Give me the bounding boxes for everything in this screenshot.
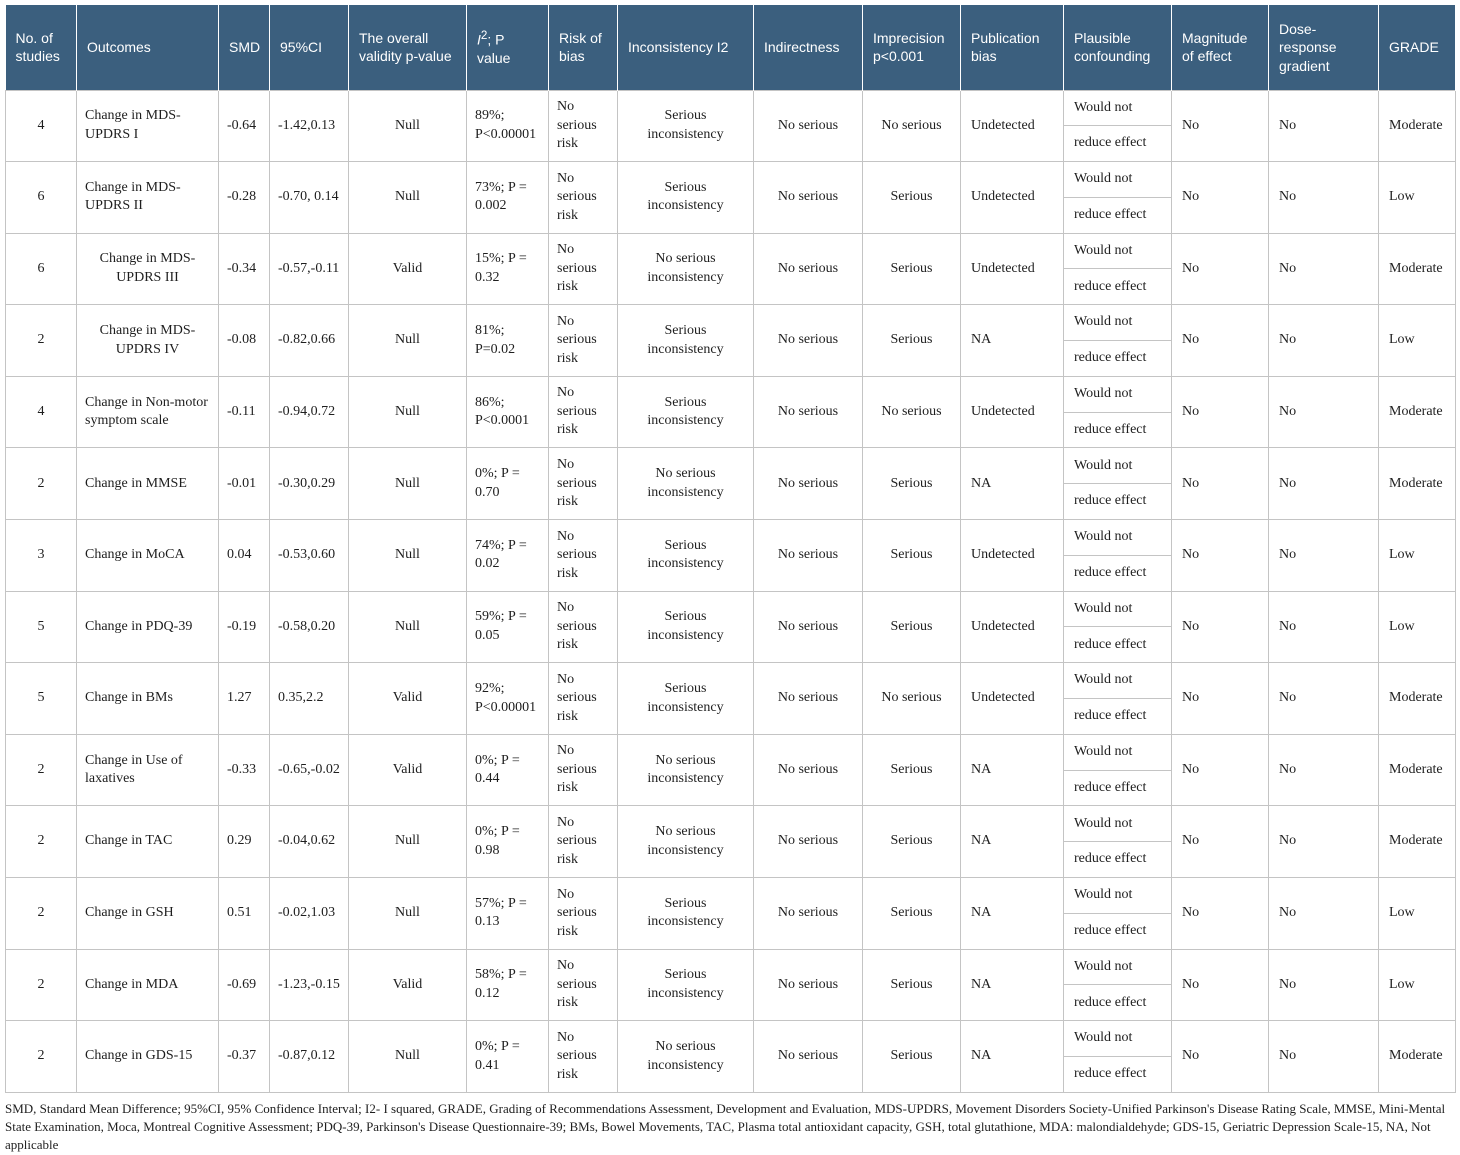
header-i2-letter: I xyxy=(477,31,481,48)
cell-grade: Moderate xyxy=(1379,376,1456,448)
cell-grade: Moderate xyxy=(1379,233,1456,305)
cell-risk: No serious risk xyxy=(549,162,618,234)
cell-outcome: Change in GSH xyxy=(77,878,219,950)
cell-inconsistency: Serious inconsistency xyxy=(618,520,754,592)
cell-studies: 6 xyxy=(6,233,77,305)
cell-studies: 2 xyxy=(6,1021,77,1093)
cell-magnitude: No xyxy=(1172,305,1269,377)
cell-smd: -0.34 xyxy=(219,233,270,305)
cell-smd: -0.01 xyxy=(219,448,270,520)
cell-validity: Null xyxy=(349,90,467,162)
cell-indirectness: No serious xyxy=(754,663,863,735)
cell-outcome: Change in BMs xyxy=(77,663,219,735)
cell-confounding-line1: Would not xyxy=(1064,376,1172,412)
header-inconsistency: Inconsistency I2 xyxy=(618,5,754,90)
cell-smd: -0.08 xyxy=(219,305,270,377)
header-imprecision: Imprecision p<0.001 xyxy=(863,5,961,90)
cell-publication: Undetected xyxy=(961,162,1064,234)
cell-outcome: Change in MDS-UPDRS I xyxy=(77,90,219,162)
table-row xyxy=(6,734,1456,770)
cell-indirectness: No serious xyxy=(754,162,863,234)
cell-indirectness: No serious xyxy=(754,949,863,1021)
cell-dose: No xyxy=(1269,233,1379,305)
cell-indirectness: No serious xyxy=(754,734,863,806)
cell-smd: -0.33 xyxy=(219,734,270,806)
cell-i2: 74%; P = 0.02 xyxy=(467,520,549,592)
table-row xyxy=(6,448,1456,484)
cell-ci: -0.65,-0.02 xyxy=(270,734,349,806)
header-confounding: Plausible confounding xyxy=(1064,5,1172,90)
cell-indirectness: No serious xyxy=(754,878,863,950)
cell-i2: 15%; P = 0.32 xyxy=(467,233,549,305)
cell-validity: Null xyxy=(349,520,467,592)
cell-magnitude: No xyxy=(1172,806,1269,878)
cell-smd: -0.64 xyxy=(219,90,270,162)
cell-confounding-line2: reduce effect xyxy=(1064,699,1172,735)
cell-magnitude: No xyxy=(1172,233,1269,305)
cell-risk: No serious risk xyxy=(549,663,618,735)
cell-confounding-line2: reduce effect xyxy=(1064,913,1172,949)
cell-inconsistency: Serious inconsistency xyxy=(618,878,754,950)
table-row xyxy=(6,376,1456,412)
header-i2-suffix: ; P value xyxy=(477,31,511,67)
cell-confounding-line2: reduce effect xyxy=(1064,627,1172,663)
cell-magnitude: No xyxy=(1172,520,1269,592)
header-row xyxy=(6,5,1456,90)
table-body xyxy=(6,90,1456,1092)
cell-imprecision: No serious xyxy=(863,376,961,448)
table-footnote: SMD, Standard Mean Difference; 95%CI, 95% Confidence Interval; I2- I squared, GRADE, Grading of Recommendations Assessment, Development and Evaluation, MDS-UPDRS, Movement Disorders Society-Unified Parkinson's Disease Rating Scale, MMSE, Mini-Mental State Examination, Moca, Montreal Cognitive Assessment; PDQ-39, Parkinson's Disease Questionnaire-39; BMs, Bowel Movements, TAC, Plasma total antioxidant capacity, GSH, total glutathione, MDA: malondialdehyde; GDS-15, Geriatric Depression Scale-15, NA, Not applicable xyxy=(5,1101,1446,1152)
cell-magnitude: No xyxy=(1172,663,1269,735)
cell-dose: No xyxy=(1269,806,1379,878)
cell-studies: 4 xyxy=(6,376,77,448)
cell-confounding-line2: reduce effect xyxy=(1064,412,1172,448)
table-row xyxy=(6,90,1456,126)
cell-indirectness: No serious xyxy=(754,806,863,878)
cell-imprecision: Serious xyxy=(863,305,961,377)
cell-grade: Moderate xyxy=(1379,734,1456,806)
cell-validity: Null xyxy=(349,806,467,878)
cell-validity: Valid xyxy=(349,233,467,305)
cell-grade: Moderate xyxy=(1379,90,1456,162)
cell-grade: Low xyxy=(1379,520,1456,592)
cell-studies: 2 xyxy=(6,448,77,520)
cell-validity: Valid xyxy=(349,663,467,735)
cell-ci: -0.94,0.72 xyxy=(270,376,349,448)
cell-i2: 86%; P<0.0001 xyxy=(467,376,549,448)
cell-confounding-line1: Would not xyxy=(1064,233,1172,269)
cell-ci: -1.42,0.13 xyxy=(270,90,349,162)
cell-i2: 73%; P = 0.002 xyxy=(467,162,549,234)
header-studies: No. of studies xyxy=(6,5,77,90)
cell-ci: -0.58,0.20 xyxy=(270,591,349,663)
cell-confounding-line2: reduce effect xyxy=(1064,1057,1172,1093)
table-row xyxy=(6,806,1456,842)
cell-dose: No xyxy=(1269,591,1379,663)
header-ci: 95%CI xyxy=(270,5,349,90)
cell-studies: 2 xyxy=(6,734,77,806)
cell-imprecision: Serious xyxy=(863,734,961,806)
cell-publication: Undetected xyxy=(961,591,1064,663)
cell-confounding-line1: Would not xyxy=(1064,878,1172,914)
cell-indirectness: No serious xyxy=(754,520,863,592)
header-grade: GRADE xyxy=(1379,5,1456,90)
cell-outcome: Change in MDS-UPDRS IV xyxy=(77,305,219,377)
cell-inconsistency: No serious inconsistency xyxy=(618,1021,754,1093)
cell-dose: No xyxy=(1269,1021,1379,1093)
cell-confounding-line2: reduce effect xyxy=(1064,484,1172,520)
cell-magnitude: No xyxy=(1172,90,1269,162)
cell-inconsistency: No serious inconsistency xyxy=(618,734,754,806)
cell-studies: 3 xyxy=(6,520,77,592)
cell-smd: 0.04 xyxy=(219,520,270,592)
cell-confounding-line2: reduce effect xyxy=(1064,126,1172,162)
cell-smd: -0.69 xyxy=(219,949,270,1021)
cell-grade: Low xyxy=(1379,591,1456,663)
cell-dose: No xyxy=(1269,949,1379,1021)
cell-risk: No serious risk xyxy=(549,233,618,305)
cell-validity: Null xyxy=(349,1021,467,1093)
cell-magnitude: No xyxy=(1172,591,1269,663)
cell-confounding-line1: Would not xyxy=(1064,1021,1172,1057)
cell-indirectness: No serious xyxy=(754,1021,863,1093)
cell-outcome: Change in MDA xyxy=(77,949,219,1021)
cell-dose: No xyxy=(1269,305,1379,377)
cell-inconsistency: Serious inconsistency xyxy=(618,663,754,735)
cell-confounding-line1: Would not xyxy=(1064,949,1172,985)
header-smd: SMD xyxy=(219,5,270,90)
cell-dose: No xyxy=(1269,520,1379,592)
cell-dose: No xyxy=(1269,878,1379,950)
cell-publication: NA xyxy=(961,734,1064,806)
cell-inconsistency: Serious inconsistency xyxy=(618,305,754,377)
cell-indirectness: No serious xyxy=(754,90,863,162)
cell-magnitude: No xyxy=(1172,949,1269,1021)
cell-magnitude: No xyxy=(1172,878,1269,950)
cell-confounding-line1: Would not xyxy=(1064,520,1172,556)
cell-i2: 81%; P=0.02 xyxy=(467,305,549,377)
cell-smd: -0.11 xyxy=(219,376,270,448)
cell-risk: No serious risk xyxy=(549,448,618,520)
cell-confounding-line1: Would not xyxy=(1064,305,1172,341)
header-i2-sup: 2 xyxy=(480,28,488,42)
cell-inconsistency: Serious inconsistency xyxy=(618,162,754,234)
cell-risk: No serious risk xyxy=(549,878,618,950)
cell-inconsistency: No serious inconsistency xyxy=(618,233,754,305)
table-row xyxy=(6,233,1456,269)
cell-validity: Null xyxy=(349,376,467,448)
cell-publication: Undetected xyxy=(961,90,1064,162)
cell-imprecision: Serious xyxy=(863,233,961,305)
header-dose: Dose-response gradient xyxy=(1269,5,1379,90)
cell-dose: No xyxy=(1269,663,1379,735)
cell-dose: No xyxy=(1269,90,1379,162)
cell-magnitude: No xyxy=(1172,376,1269,448)
table-row xyxy=(6,162,1456,198)
cell-outcome: Change in Non-motor symptom scale xyxy=(77,376,219,448)
grade-evidence-table xyxy=(5,5,1456,1093)
cell-studies: 6 xyxy=(6,162,77,234)
cell-outcome: Change in MMSE xyxy=(77,448,219,520)
cell-studies: 5 xyxy=(6,591,77,663)
cell-inconsistency: No serious inconsistency xyxy=(618,448,754,520)
cell-confounding-line2: reduce effect xyxy=(1064,770,1172,806)
cell-studies: 5 xyxy=(6,663,77,735)
cell-grade: Moderate xyxy=(1379,1021,1456,1093)
cell-risk: No serious risk xyxy=(549,949,618,1021)
cell-outcome: Change in TAC xyxy=(77,806,219,878)
cell-imprecision: Serious xyxy=(863,1021,961,1093)
cell-risk: No serious risk xyxy=(549,734,618,806)
cell-inconsistency: No serious inconsistency xyxy=(618,806,754,878)
table-row xyxy=(6,591,1456,627)
cell-grade: Moderate xyxy=(1379,448,1456,520)
cell-studies: 2 xyxy=(6,878,77,950)
cell-publication: NA xyxy=(961,949,1064,1021)
table-row xyxy=(6,1021,1456,1057)
cell-grade: Low xyxy=(1379,878,1456,950)
cell-magnitude: No xyxy=(1172,162,1269,234)
cell-publication: NA xyxy=(961,1021,1064,1093)
cell-confounding-line2: reduce effect xyxy=(1064,985,1172,1021)
cell-publication: NA xyxy=(961,878,1064,950)
cell-risk: No serious risk xyxy=(549,591,618,663)
cell-outcome: Change in MDS-UPDRS II xyxy=(77,162,219,234)
cell-ci: -0.02,1.03 xyxy=(270,878,349,950)
cell-smd: 0.29 xyxy=(219,806,270,878)
cell-publication: Undetected xyxy=(961,233,1064,305)
cell-i2: 57%; P = 0.13 xyxy=(467,878,549,950)
cell-studies: 2 xyxy=(6,949,77,1021)
cell-grade: Low xyxy=(1379,305,1456,377)
cell-indirectness: No serious xyxy=(754,448,863,520)
cell-publication: Undetected xyxy=(961,663,1064,735)
cell-validity: Null xyxy=(349,448,467,520)
cell-confounding-line2: reduce effect xyxy=(1064,269,1172,305)
cell-studies: 2 xyxy=(6,806,77,878)
cell-indirectness: No serious xyxy=(754,591,863,663)
cell-publication: Undetected xyxy=(961,520,1064,592)
cell-ci: -0.53,0.60 xyxy=(270,520,349,592)
cell-confounding-line2: reduce effect xyxy=(1064,842,1172,878)
cell-dose: No xyxy=(1269,448,1379,520)
cell-inconsistency: Serious inconsistency xyxy=(618,591,754,663)
cell-publication: NA xyxy=(961,806,1064,878)
cell-studies: 4 xyxy=(6,90,77,162)
cell-i2: 92%; P<0.00001 xyxy=(467,663,549,735)
cell-risk: No serious risk xyxy=(549,90,618,162)
cell-validity: Null xyxy=(349,878,467,950)
cell-grade: Low xyxy=(1379,162,1456,234)
cell-imprecision: Serious xyxy=(863,162,961,234)
cell-imprecision: Serious xyxy=(863,520,961,592)
cell-smd: 0.51 xyxy=(219,878,270,950)
cell-imprecision: Serious xyxy=(863,591,961,663)
cell-smd: 1.27 xyxy=(219,663,270,735)
cell-indirectness: No serious xyxy=(754,233,863,305)
cell-confounding-line2: reduce effect xyxy=(1064,555,1172,591)
cell-risk: No serious risk xyxy=(549,1021,618,1093)
cell-imprecision: No serious xyxy=(863,90,961,162)
cell-imprecision: Serious xyxy=(863,448,961,520)
header-indirectness: Indirectness xyxy=(754,5,863,90)
cell-indirectness: No serious xyxy=(754,376,863,448)
cell-ci: 0.35,2.2 xyxy=(270,663,349,735)
cell-i2: 58%; P = 0.12 xyxy=(467,949,549,1021)
cell-magnitude: No xyxy=(1172,734,1269,806)
cell-confounding-line1: Would not xyxy=(1064,734,1172,770)
cell-indirectness: No serious xyxy=(754,305,863,377)
cell-i2: 0%; P = 0.98 xyxy=(467,806,549,878)
cell-publication: Undetected xyxy=(961,376,1064,448)
cell-dose: No xyxy=(1269,162,1379,234)
cell-ci: -1.23,-0.15 xyxy=(270,949,349,1021)
table-row xyxy=(6,305,1456,341)
table-row xyxy=(6,949,1456,985)
header-magnitude: Magnitude of effect xyxy=(1172,5,1269,90)
header-publication: Publication bias xyxy=(961,5,1064,90)
cell-publication: NA xyxy=(961,305,1064,377)
cell-imprecision: Serious xyxy=(863,878,961,950)
cell-smd: -0.28 xyxy=(219,162,270,234)
cell-i2: 0%; P = 0.44 xyxy=(467,734,549,806)
cell-ci: -0.04,0.62 xyxy=(270,806,349,878)
cell-i2: 59%; P = 0.05 xyxy=(467,591,549,663)
cell-inconsistency: Serious inconsistency xyxy=(618,949,754,1021)
cell-publication: NA xyxy=(961,448,1064,520)
header-risk: Risk of bias xyxy=(549,5,618,90)
cell-validity: Null xyxy=(349,305,467,377)
header-outcomes: Outcomes xyxy=(77,5,219,90)
cell-ci: -0.30,0.29 xyxy=(270,448,349,520)
header-i2 xyxy=(467,5,549,90)
cell-magnitude: No xyxy=(1172,448,1269,520)
cell-i2: 0%; P = 0.41 xyxy=(467,1021,549,1093)
header-validity: The overall validity p-value xyxy=(349,5,467,90)
cell-confounding-line1: Would not xyxy=(1064,663,1172,699)
cell-studies: 2 xyxy=(6,305,77,377)
cell-outcome: Change in MDS-UPDRS III xyxy=(77,233,219,305)
cell-confounding-line1: Would not xyxy=(1064,806,1172,842)
cell-imprecision: Serious xyxy=(863,949,961,1021)
cell-imprecision: Serious xyxy=(863,806,961,878)
table-row xyxy=(6,520,1456,556)
cell-outcome: Change in MoCA xyxy=(77,520,219,592)
cell-ci: -0.57,-0.11 xyxy=(270,233,349,305)
grade-evidence-table-container xyxy=(5,5,1455,1093)
cell-confounding-line1: Would not xyxy=(1064,448,1172,484)
cell-validity: Null xyxy=(349,591,467,663)
cell-i2: 0%; P = 0.70 xyxy=(467,448,549,520)
cell-grade: Moderate xyxy=(1379,663,1456,735)
cell-smd: -0.19 xyxy=(219,591,270,663)
cell-ci: -0.70, 0.14 xyxy=(270,162,349,234)
cell-magnitude: No xyxy=(1172,1021,1269,1093)
cell-imprecision: No serious xyxy=(863,663,961,735)
cell-ci: -0.82,0.66 xyxy=(270,305,349,377)
cell-validity: Valid xyxy=(349,949,467,1021)
table-row xyxy=(6,663,1456,699)
cell-i2: 89%; P<0.00001 xyxy=(467,90,549,162)
cell-risk: No serious risk xyxy=(549,520,618,592)
cell-outcome: Change in Use of laxatives xyxy=(77,734,219,806)
cell-inconsistency: Serious inconsistency xyxy=(618,90,754,162)
cell-outcome: Change in PDQ-39 xyxy=(77,591,219,663)
cell-risk: No serious risk xyxy=(549,806,618,878)
cell-confounding-line1: Would not xyxy=(1064,90,1172,126)
cell-smd: -0.37 xyxy=(219,1021,270,1093)
cell-validity: Null xyxy=(349,162,467,234)
cell-outcome: Change in GDS-15 xyxy=(77,1021,219,1093)
cell-confounding-line1: Would not xyxy=(1064,162,1172,198)
cell-risk: No serious risk xyxy=(549,376,618,448)
cell-validity: Valid xyxy=(349,734,467,806)
table-row xyxy=(6,878,1456,914)
cell-grade: Moderate xyxy=(1379,806,1456,878)
cell-confounding-line2: reduce effect xyxy=(1064,197,1172,233)
cell-inconsistency: Serious inconsistency xyxy=(618,376,754,448)
cell-grade: Low xyxy=(1379,949,1456,1021)
cell-confounding-line2: reduce effect xyxy=(1064,341,1172,377)
cell-ci: -0.87,0.12 xyxy=(270,1021,349,1093)
cell-confounding-line1: Would not xyxy=(1064,591,1172,627)
cell-dose: No xyxy=(1269,734,1379,806)
cell-dose: No xyxy=(1269,376,1379,448)
cell-risk: No serious risk xyxy=(549,305,618,377)
